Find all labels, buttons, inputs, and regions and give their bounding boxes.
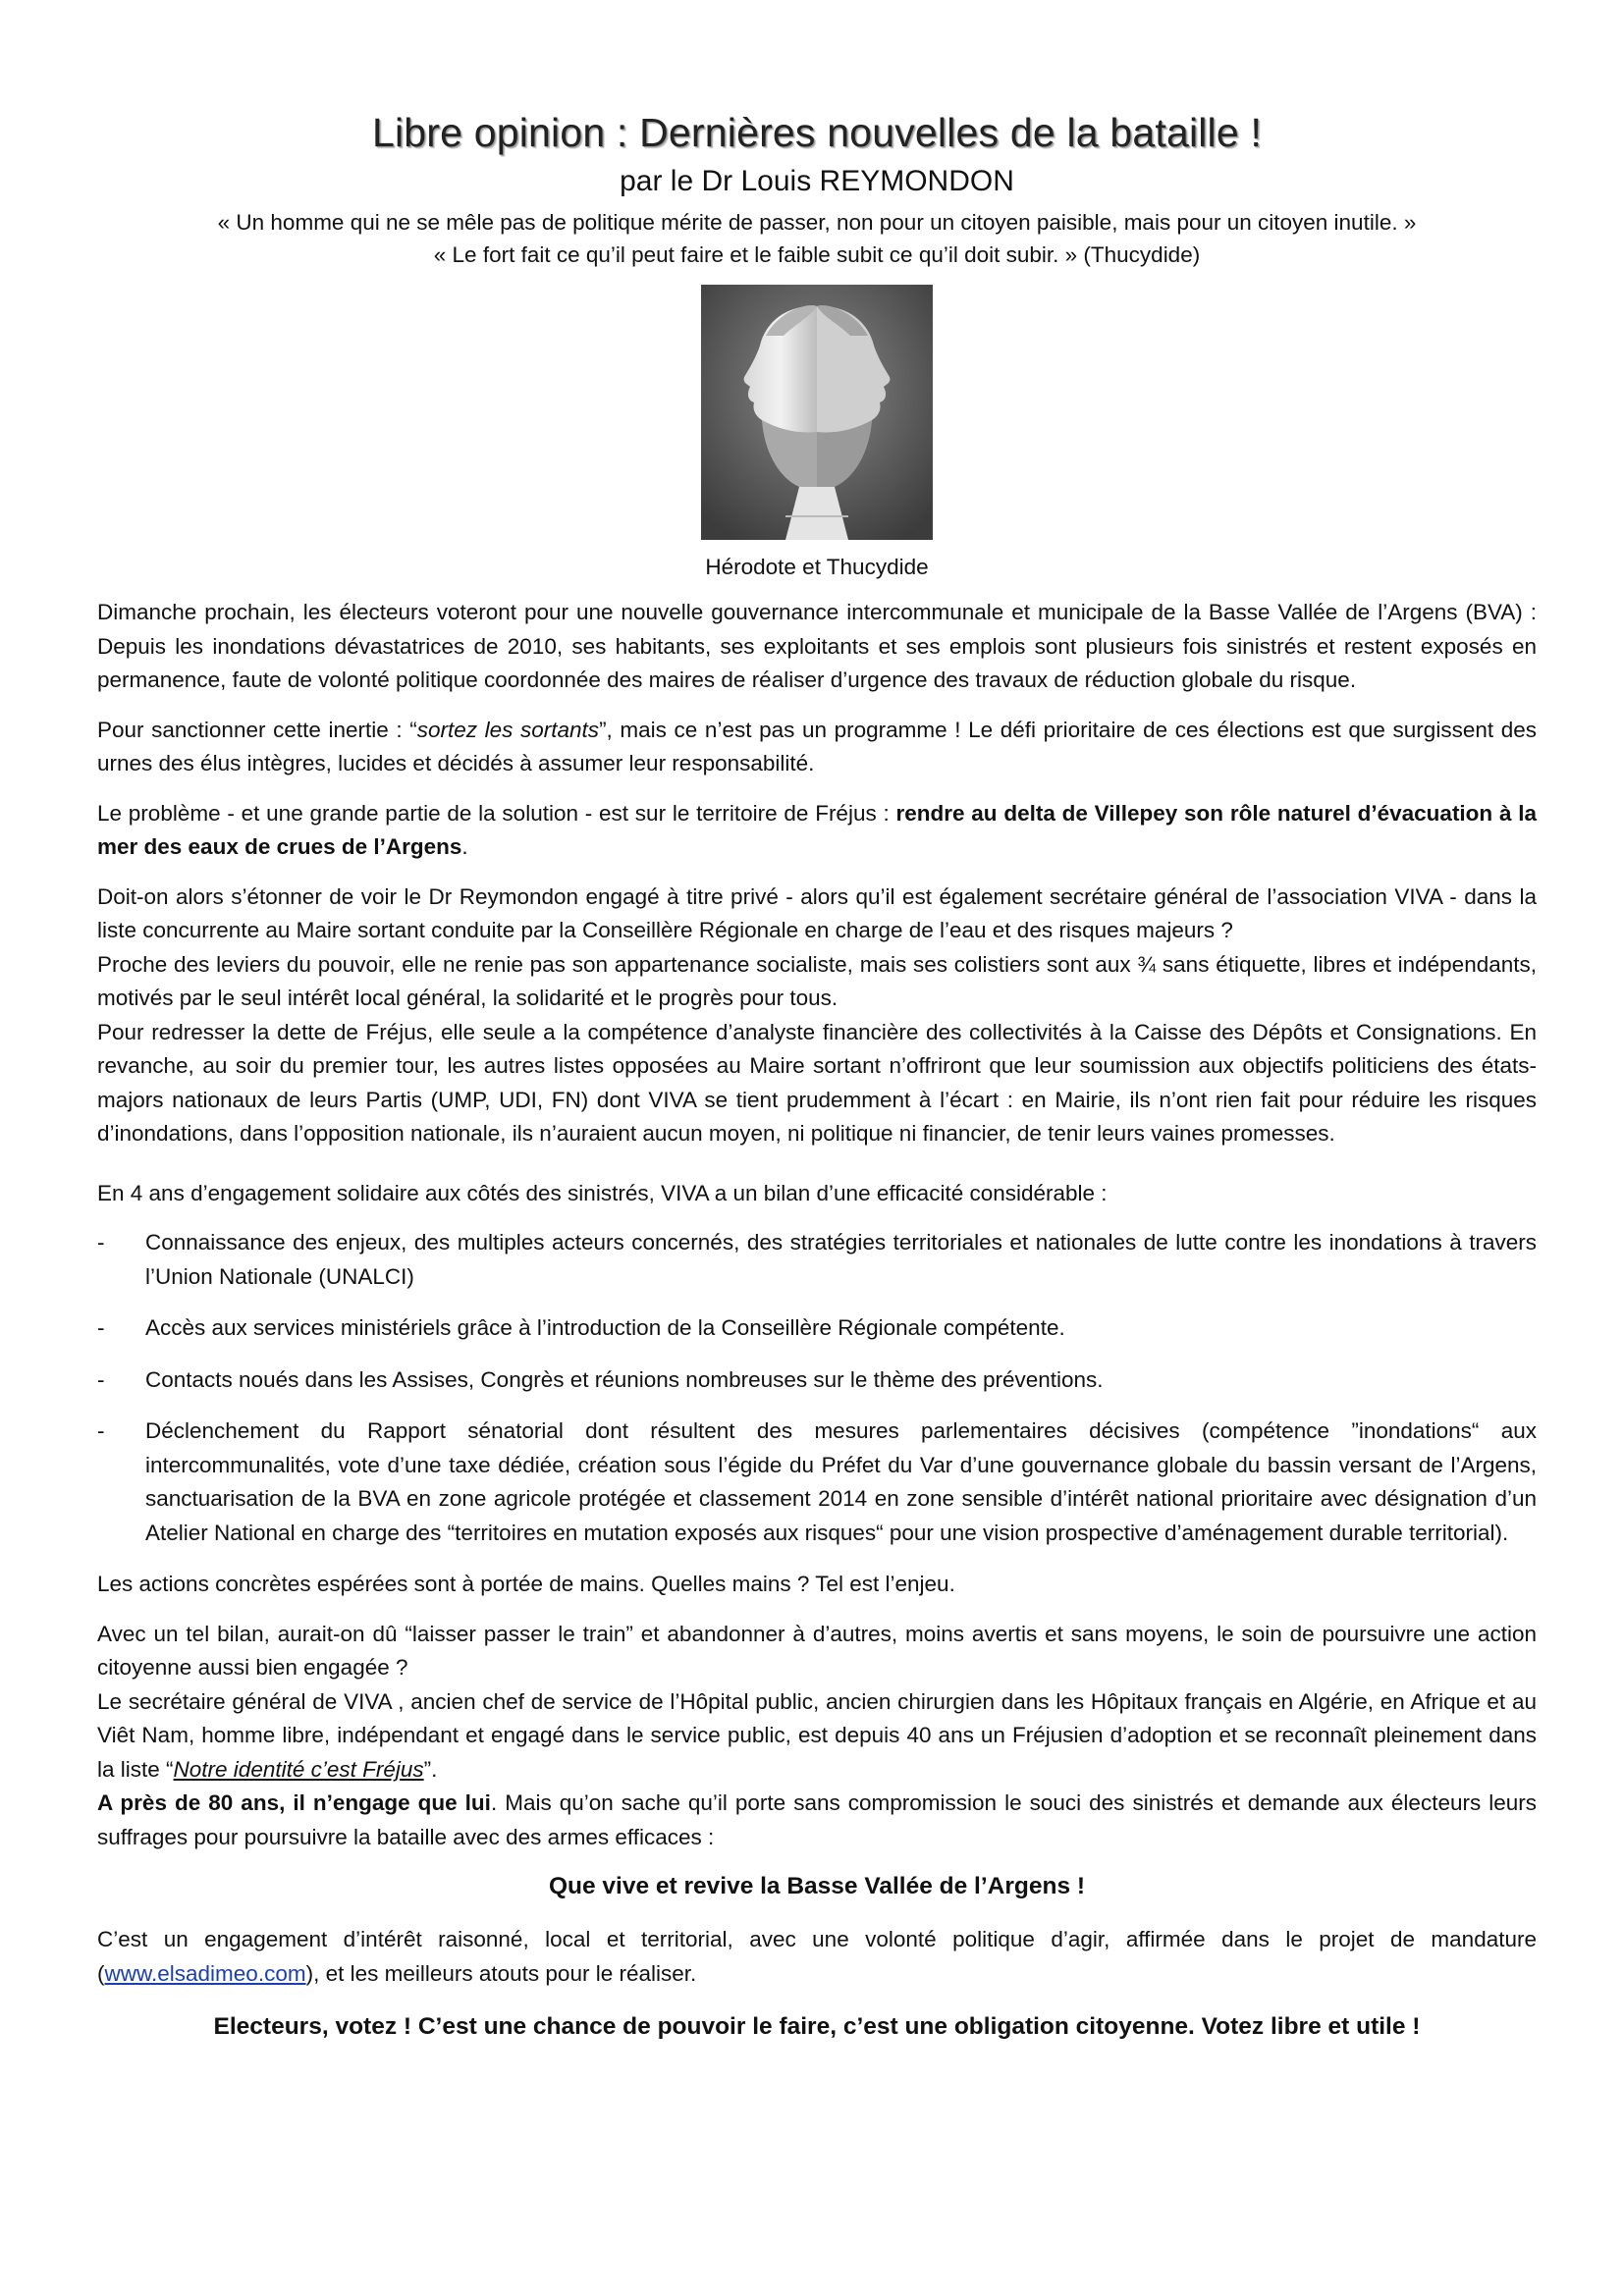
- list-item: - Accès aux services ministériels grâce à l’introduction de la Conseillère Régionale compétente.: [97, 1315, 1065, 1340]
- key-proposal: rendre au delta de Villepey son rôle naturel d’évacuation à la mer des eaux de crues de l’Argens: [97, 800, 1537, 859]
- article-title: Libre opinion : Dernières nouvelles de la bataille !: [371, 110, 1263, 155]
- achievements-list: [97, 1226, 1537, 1550]
- list-item: - Contacts noués dans les Assises, Congrès et réunions nombreuses sur le thème des préventions.: [97, 1366, 1104, 1392]
- figure-caption: Hérodote et Thucydide: [705, 555, 929, 579]
- closing-call: Electeurs, votez ! C’est une chance de pouvoir le faire, c’est une obligation citoyenne. Votez libre et utile !: [213, 2013, 1421, 2040]
- article-author: par le Dr Louis REYMONDON: [620, 165, 1014, 197]
- paragraph-4b: Proche des leviers du pouvoir, elle ne renie pas son appartenance socialiste, mais ses colistiers sont aux ¾ sans étiquette, libres et indépendants, motivés par le seul intérêt local général, la solidarité et le progrès pour tous.: [97, 951, 1537, 1010]
- list-name: Notre identité c’est Fréjus: [173, 1756, 424, 1782]
- paragraph-1: Dimanche prochain, les électeurs voteront pour une nouvelle gouvernance intercommunale et municipale de la Basse Vallée de l’Argens (BVA) : Depuis les inondations dévastatrices de 2010, ses habitants, ses exploitants et ses emplois sont plusieurs fois sinistrés et restent exposés en permanence, faute de volonté politique coordonnée des maires de réaliser d’urgence des travaux de réduction globale du risque.: [97, 600, 1537, 692]
- paragraph-3: Le problème - et une grande partie de la solution - est sur le territoire de Fréjus : rendre au delta de Villepey son rôle naturel d’évacuation à la mer des eaux de crues de l’Argens.: [97, 800, 1537, 859]
- slogan: Que vive et revive la Basse Vallée de l’Argens !: [548, 1873, 1086, 1899]
- list-item: - Déclenchement du Rapport sénatorial dont résultent des mesures parlementaires décisives (compétence ”inondations“ aux intercommunalités, vote d’une taxe dédiée, création sous l’égide du Préfet du Var d’une gouvernance globale du bassin versant de l’Argens, sanctuarisation de la BVA en zone agricole protégée et classement 2014 en zone sensible d’intérêt national prioritaire avec désignation d’un Atelier National en charge des “territoires en mutation exposés aux risques“ pour une vision prospective d’aménagement durable territorial).: [97, 1418, 1537, 1545]
- article-body: [97, 596, 1537, 2044]
- epigraph-quote-2: « Le fort fait ce qu’il peut faire et le faible subit ce qu’il doit subir. » (Thucydide): [433, 242, 1201, 267]
- double-bust-image: [701, 285, 933, 540]
- website-link[interactable]: www.elsadimeo.com: [104, 1960, 306, 1986]
- paragraph-4a: Doit-on alors s’étonner de voir le Dr Reymondon engagé à titre privé - alors qu’il est également secrétaire général de l’association VIVA - dans la liste concurrente au Maire sortant conduite par la Conseillère Régionale en charge de l’eau et des risques majeurs ?: [97, 883, 1537, 942]
- paragraph-2: Pour sanctionner cette inertie : “sortez les sortants”, mais ce n’est pas un programme ! Le défi prioritaire de ces élections est que surgissent des urnes des élus intègres, lucides et décidés à assumer leur responsabilité.: [97, 717, 1537, 775]
- busts-figure: [97, 285, 1537, 582]
- epigraph-quote-1: « Un homme qui ne se mêle pas de politique mérite de passer, non pour un citoyen paisible, mais pour un citoyen inutile. »: [217, 210, 1417, 235]
- paragraph-8: C’est un engagement d’intérêt raisonné, local et territorial, avec une volonté politique d’agir, affirmée dans le projet de mandature (www.elsadimeo.com), et les meilleurs atouts pour le réaliser.: [97, 1927, 1537, 1986]
- paragraph-7c: A près de 80 ans, il n’engage que lui. Mais qu’on sache qu’il porte sans compromission le souci des sinistrés et demande aux électeurs leurs suffrages pour poursuivre la bataille avec des armes efficaces :: [97, 1790, 1537, 1849]
- paragraph-7b: Le secrétaire général de VIVA , ancien chef de service de l’Hôpital public, ancien chirurgien dans les Hôpitaux français en Algérie, en Afrique et au Viêt Nam, homme libre, indépendant et engagé dans le service public, est depuis 40 ans un Fréjusien d’adoption et se reconnaît pleinement dans la liste “Notre identité c’est Fréjus”.: [97, 1688, 1537, 1782]
- paragraph-6: Les actions concrètes espérées sont à portée de mains. Quelles mains ? Tel est l’enjeu.: [97, 1572, 955, 1596]
- paragraph-4c: Pour redresser la dette de Fréjus, elle seule a la compétence d’analyste financière des collectivités à la Caisse des Dépôts et Consignations. En revanche, au soir du premier tour, les autres listes opposées au Maire sortant n’offriront que leur soumission aux objectifs politiciens des états-majors nationaux de leurs Partis (UMP, UDI, FN) dont VIVA se tient prudemment à l’écart : en Mairie, ils n’ont rien fait pour réduire les risques d’inondations, dans l’opposition nationale, ils n’auraient aucun moyen, ni politique ni financier, de tenir leurs vaines promesses.: [97, 1019, 1537, 1146]
- list-item: - Connaissance des enjeux, des multiples acteurs concernés, des stratégies territoriales et nationales de lutte contre les inondations à travers l’Union Nationale (UNALCI): [97, 1230, 1537, 1289]
- paragraph-7a: Avec un tel bilan, aurait-on dû “laisser passer le train” et abandonner à d’autres, moins avertis et sans moyens, le soin de poursuivre une action citoyenne aussi bien engagée ?: [97, 1621, 1537, 1680]
- herodotus-thucydides-photo: [701, 285, 933, 540]
- paragraph-5: En 4 ans d’engagement solidaire aux côtés des sinistrés, VIVA a un bilan d’une efficacité considérable :: [97, 1180, 1108, 1205]
- quoted-slogan: sortez les sortants: [416, 717, 600, 742]
